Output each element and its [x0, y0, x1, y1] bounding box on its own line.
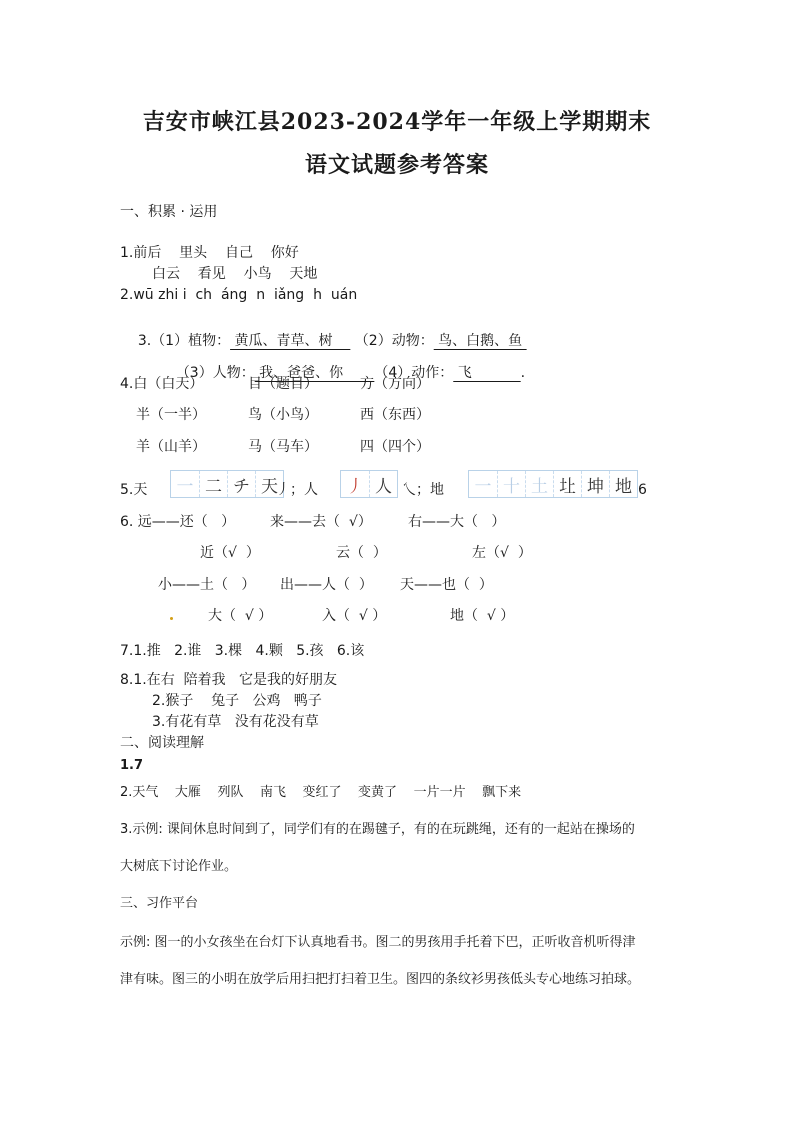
- q6-row4-c: 地（ √ ）: [450, 608, 515, 624]
- q4-row1-c: 方（方向）: [360, 376, 430, 392]
- section-heading-writing: 三、习作平台: [120, 896, 199, 911]
- q8-line3: 3.有花有草 没有花没有草: [152, 714, 319, 730]
- q4-row3-b: 马（马车）: [248, 439, 318, 455]
- stroke-cell: チ: [227, 471, 255, 497]
- reading-answer-3-line1: 3.示例: 课间休息时间到了，同学们有的在踢毽子，有的在玩跳绳，还有的一起站在操场的: [120, 822, 635, 837]
- q4-row2-b: 鸟（小鸟）: [248, 407, 318, 423]
- q3-people-answer: 我、爸爸、你: [254, 365, 375, 381]
- q8-line1: 8.1.在右 陪着我 它是我的好朋友: [120, 672, 337, 688]
- q6-row2-a: 近（√ ）: [200, 545, 260, 561]
- q3-animals-answer: 鸟、白鹅、鱼: [433, 333, 527, 349]
- q4-row1-b: 目（题目）: [248, 376, 318, 392]
- q6-row4-a: 大（ √ ）: [208, 608, 273, 624]
- q6-row2-c: 左（√ ）: [472, 545, 532, 561]
- q6-row3-a: 小——土（ ）: [158, 577, 256, 593]
- stroke-cell: 十: [497, 471, 525, 497]
- q6-row1-b: 来——去（ √）: [270, 514, 372, 530]
- stray-mark: [170, 617, 173, 620]
- q3-dot: .: [520, 365, 526, 381]
- section-heading-reading: 二、阅读理解: [120, 735, 204, 751]
- q6-row2-b: 云（ ）: [336, 545, 387, 561]
- stroke-cell: 一: [474, 476, 492, 497]
- q6-row1-c: 右——大（ ）: [408, 514, 506, 530]
- q3-people-label: （3）人物：: [175, 365, 255, 381]
- q3-animals-label: （2）动物：: [354, 333, 434, 349]
- q7-answers: 7.1.推 2.谁 3.棵 4.颗 5.孩 6.该: [120, 643, 365, 659]
- q3-plants-answer: 黄瓜、青草、树: [230, 333, 351, 349]
- q2-pinyin: 2.wū zhi i ch áng n iǎng h uán: [120, 287, 358, 303]
- q3-line2: [158, 343, 525, 403]
- q4-row2-a: 半（一半）: [136, 407, 206, 423]
- reading-answer-3-line2: 大树底下讨论作业。: [120, 859, 238, 874]
- q1-line1: 1.前后 里头 自己 你好: [120, 245, 299, 261]
- q6-row3-c: 天——也（ ）: [400, 577, 493, 593]
- q3-actions-answer: 飞: [453, 365, 521, 381]
- writing-sample-line2: 津有味。图三的小明在放学后用扫把打扫着卫生。图四的条纹衫男孩低头专心地练习拍球。: [120, 972, 641, 987]
- stroke-cell: 土: [525, 471, 553, 497]
- stroke-cell: 一: [176, 476, 194, 497]
- reading-answer-1: 1.7: [120, 758, 144, 773]
- stroke-cell: 丿: [346, 476, 364, 497]
- q3-plants-label: 3.（1）植物：: [137, 333, 231, 349]
- q4-row1-a: 4.白（白天）: [120, 376, 204, 392]
- stroke-cell: 圵: [553, 471, 581, 497]
- q3-actions-label: （4）动作：: [374, 365, 454, 381]
- q8-line2: 2.猴子 兔子 公鸡 鸭子: [152, 693, 322, 709]
- reading-answer-2: 2.天气 大雁 列队 南飞 变红了 变黄了 一片一片 飘下来: [120, 785, 522, 800]
- stroke-cell: 天: [255, 471, 283, 497]
- stroke-grid-ren: [340, 470, 398, 498]
- q5-stroke-di: 乀；地: [402, 482, 444, 498]
- stroke-grid-di: [468, 470, 638, 498]
- q1-line2: 白云 看见 小鸟 天地: [152, 266, 318, 282]
- stroke-cell: 地: [609, 471, 637, 497]
- q6-row3-b: 出——人（ ）: [280, 577, 373, 593]
- document-title: 吉安市峡江县2023-2024学年一年级上学期期末: [142, 109, 652, 135]
- q5-prefix: 5.天: [120, 482, 148, 498]
- q4-row2-c: 西（东西）: [360, 407, 430, 423]
- q4-row3-c: 四（四个）: [360, 439, 430, 455]
- stroke-cell: 二: [199, 471, 227, 497]
- writing-sample-line1: 示例: 图一的小女孩坐在台灯下认真地看书。图二的男孩用手托着下巴，正听收音机听得津: [120, 935, 636, 950]
- q5-stroke-ren: 丿；人: [276, 482, 318, 498]
- section-heading-accumulation: 一、积累 · 运用: [120, 204, 218, 220]
- q6-row4-b: 入（ √ ）: [322, 608, 387, 624]
- q6-row1-a: 6. 远——还（ ）: [120, 514, 236, 530]
- q4-row3-a: 羊（山羊）: [136, 439, 206, 455]
- stroke-grid-tian: [170, 470, 284, 498]
- q6-number: 6: [638, 482, 647, 498]
- document-subtitle: 语文试题参考答案: [304, 152, 489, 178]
- stroke-cell: 人: [369, 471, 397, 497]
- stroke-cell: 坤: [581, 471, 609, 497]
